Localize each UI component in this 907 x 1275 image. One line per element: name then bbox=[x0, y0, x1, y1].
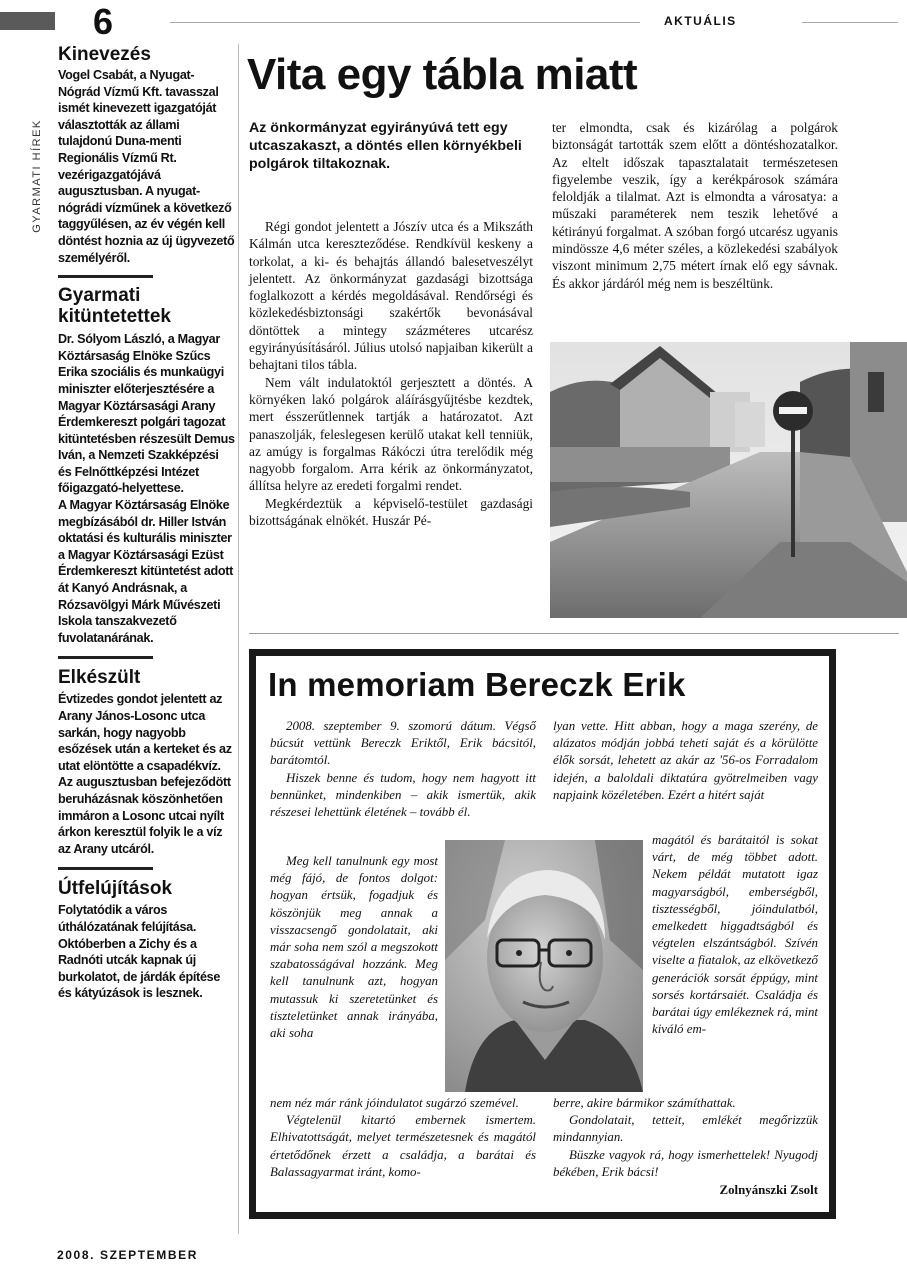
header-rule-right bbox=[802, 22, 898, 23]
sidebar-paragraph: Dr. Sólyom László, a Magyar Köztársaság Elnöke Szűcs Erika szociális és munkaügyi miniszter előterjesztésére a Magyar Köztársasági Arany Érdemkereszt polgári tagozat kitüntetésben részesült Demus Iván, a Nemzeti Szakképzési és Felnőttképzési Intézet főigazgató-helyettese. bbox=[58, 332, 235, 496]
memoriam-paragraph: Gondolatait, tetteit, emlékét megőrizzük mindannyian. bbox=[553, 1113, 818, 1145]
article-paragraph: ter elmondta, csak és kizárólag a polgárok biztonságát tartották szem előtt a döntéshozatalkor. Az eltelt időszak tapasztalatait természetesen figyelembe veszik, így a kerékpárosok számára feloldják a tilalmat. Azt is elmondta a városatya: a műszaki paraméterek nem teszik lehetővé a kétirányú forgalmat. A szóban forgó utcarész ugyanis mindössze 4,6 méter széles, a közlekedési szabályok viszont minimum 2,75 métert írnak elő egy sávnak. És akkor járdáról még nem is beszéltünk. bbox=[552, 120, 838, 291]
memoriam-column-2-top bbox=[553, 718, 818, 804]
article-bottom-rule bbox=[249, 633, 899, 634]
memoriam-paragraph: Meg kell tanulnunk egy most még fájó, de fontos dolgot: hogyan értsük, fogadjuk és köszönjük meg annak a visszacsengő gondolatait, aki már soha nem szól a megszokott szabatosságával hozzánk. Meg kell tanulnunk azt, hogyan mutassuk ki szeretetünket és tiszteletünket annak irányába, aki soha bbox=[270, 854, 438, 1041]
memoriam-paragraph: nem néz már ránk jóindulatot sugárzó szemével. bbox=[270, 1096, 519, 1110]
memoriam-paragraph: magától és barátaitól is sokat várt, de még többet adott. Nekem példát mutatott igaz magyarságból, emberségből, tisztességből, jóindulatból, emelkedett higgadtságból és végtelen elszántságból. Szívén viselte a fiatalok, az elkövetkező generációk sorsát éppúgy, mint sorsés kortársaiét. Családja és barátai úgy emlékeznek rá, mint kiváló em- bbox=[652, 833, 818, 1037]
sidebar-paragraph: Évtizedes gondot jelentett az Arany János-Losonc utca sarkán, hogy nagyobb esőzések után a kerteket és az utat elöntötte a csapadékvíz. Az augusztusban befejeződött beruházásnak köszönhetően immáron a Losonc utcai nyílt árkon keresztül folyik le a víz az Arany utcáról. bbox=[58, 692, 232, 856]
vertical-section-label: GYARMATI HÍREK bbox=[31, 119, 43, 233]
memoriam-column-1-narrow bbox=[270, 853, 438, 1042]
sidebar-title: Elkészült bbox=[58, 667, 141, 689]
article-lead: Az önkormányzat egyirányúvá tett egy utcaszakaszt, a döntés ellen környékbeli polgárok tiltakoznak. bbox=[249, 120, 522, 172]
sidebar-section-kituntetettek bbox=[58, 285, 235, 646]
sidebar-column-divider bbox=[238, 44, 239, 1234]
memoriam-paragraph: Végtelenül kitartó embernek ismertem. Elhivatottságát, melyet természetesnek és magától értetődőnek érzett a családja, a barátai és Balassagyarmat iránt, komo- bbox=[270, 1113, 536, 1179]
section-divider bbox=[58, 656, 153, 659]
memoriam-signature: Zolnyánszki Zsolt bbox=[719, 1183, 818, 1198]
sidebar-paragraph: Vogel Csabát, a Nyugat-Nógrád Vízmű Kft. tavasszal ismét kinevezett igazgatóját választották az állami tulajdonú Duna-menti Regionális Vízmű Rt. vezérigazgatójává augusztusban. A nyugat-nógrádi vízműnek a következő taggyűlésen, az év végén kell döntést hoznia az új ügyvezető személyéről. bbox=[58, 68, 235, 265]
sidebar bbox=[58, 44, 235, 1002]
sidebar-paragraph: Folytatódik a város úthálózatának felújítása. Októberben a Zichy és a Radnóti utcák kapnak új burkolatot, de járdák építése és kátyúzások is lesznek. bbox=[58, 903, 221, 1001]
memoriam-title: In memoriam Bereczk Erik bbox=[268, 666, 686, 703]
sidebar-section-utfelujitasok bbox=[58, 878, 235, 1002]
article-column-2 bbox=[552, 119, 838, 292]
sidebar-section-elkeszult bbox=[58, 667, 235, 857]
memoriam-column-1-bottom bbox=[270, 1095, 536, 1181]
sidebar-title: Útfelújítások bbox=[58, 878, 173, 900]
article-paragraph: Nem vált indulatoktól gerjesztett a döntés. A környéken lakó polgárok aláírásgyűjtésbe kezdtek, mert ésszerűtlennek tartják a határozatot. Azt panaszolják, feleslegesen kerülő utakat kell tenniük, az amúgy is forgalmas Rákóczi útra terelődik még nagyobb forgalom. Arra kérik az önkormányzatot, állítsa helyre az eredeti forgalmi rendet. bbox=[249, 374, 533, 494]
memoriam-column-2-bottom bbox=[553, 1095, 818, 1199]
article-column-1 bbox=[249, 218, 533, 529]
memoriam-paragraph: Büszke vagyok rá, hogy ismerhettelek! Nyugodj békében, Erik bácsi! bbox=[553, 1147, 818, 1179]
memoriam-column-1-top bbox=[270, 718, 536, 821]
sidebar-paragraph: A Magyar Köztársaság Elnöke megbízásából dr. Hiller István oktatási és kulturális miniszter a Magyar Köztársasági Ezüst Érdemkereszt kitüntetést adott át Kanyó Andrásnak, a Rózsavölgyi Márk Művészeti Iskola tanszakvezető fuvolatanárának. bbox=[58, 498, 234, 645]
section-divider bbox=[58, 867, 153, 870]
memoriam-column-2-narrow bbox=[652, 832, 818, 1038]
sidebar-title: Gyarmati kitüntetettek bbox=[58, 285, 171, 328]
street-photo bbox=[550, 342, 907, 618]
footer-issue: 2008. SZEPTEMBER bbox=[57, 1248, 198, 1262]
sidebar-section-kinevezes bbox=[58, 44, 235, 266]
article-paragraph: Régi gondot jelentett a Jószív utca és a Mikszáth Kálmán utca kereszteződése. Rendkívül keskeny a torkolat, a ki- és behajtás állandó balesetveszélyt jelentett. Az önkormányzat gazdasági bizottsága foglalkozott a kérdés megoldásával. Rendőrségi és közlekedésbiztonsági szakértők bevonásával döntöttek a mintegy százméteres utcarész egyirányúsításáról. Július utolsó napjaiban kikerült a behajtani tilos tábla. bbox=[249, 219, 533, 373]
memoriam-paragraph: Hiszek benne és tudom, hogy nem hagyott itt bennünket, mindenkiben – akik ismertük, akik részesei lehettünk életének – tovább él. bbox=[270, 770, 536, 820]
article-paragraph: Megkérdeztük a képviselő-testület gazdasági bizottságának elnökét. Huszár Pé- bbox=[249, 495, 533, 529]
portrait-photo bbox=[445, 840, 643, 1092]
sidebar-title: Kinevezés bbox=[58, 44, 151, 65]
page-number: 6 bbox=[93, 1, 114, 42]
article-headline: Vita egy tábla miatt bbox=[247, 50, 638, 99]
memoriam-paragraph: lyan vette. Hitt abban, hogy a maga szerény, de alázatos módján jobbá teheti saját és a körülötte élők sorsát, lehetett az akár az '56-os Forradalom idején, a baloldali diktatúra gyötrelmeiben vagy napjaink közéletében. Ezért a hitért saját bbox=[553, 719, 818, 802]
memoriam-paragraph: berre, akire bármikor számíthattak. bbox=[553, 1096, 736, 1110]
section-label: AKTUÁLIS bbox=[664, 14, 737, 28]
page-corner-bar bbox=[0, 12, 55, 30]
section-divider bbox=[58, 275, 153, 278]
header-rule bbox=[170, 22, 640, 23]
memoriam-paragraph: 2008. szeptember 9. szomorú dátum. Végső búcsút vettünk Bereczk Eriktől, Erik bácsitól, barátomtól. bbox=[270, 719, 536, 768]
